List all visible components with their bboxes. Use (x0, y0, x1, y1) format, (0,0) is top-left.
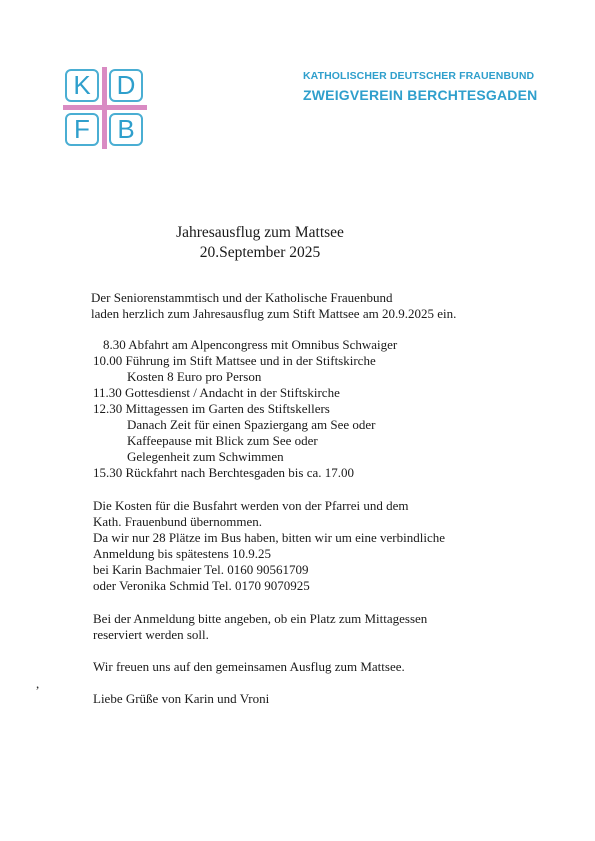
logo-cross-vertical (102, 67, 107, 149)
schedule-item: 15.30 Rückfahrt nach Berchtesgaden bis ca. 17.00 (93, 465, 355, 480)
schedule-detail: Kosten 8 Euro pro Person (127, 369, 262, 384)
logo-letter-k: K (65, 69, 99, 102)
contact-line: oder Veronika Schmid Tel. 0170 9070925 (93, 578, 310, 593)
branch-name: ZWEIGVEREIN BERCHTESGADEN (303, 87, 538, 103)
schedule-detail: Gelegenheit zum Schwimmen (127, 449, 284, 464)
costs-line: Da wir nur 28 Plätze im Bus haben, bitten wir um eine verbindliche (93, 530, 445, 545)
logo-letter-f: F (65, 113, 99, 146)
stray-mark: , (36, 676, 40, 691)
logo-letter-b: B (109, 113, 143, 146)
costs-line: Kath. Frauenbund übernommen. (93, 514, 262, 529)
title-line: Jahresausflug zum Mattsee (176, 224, 344, 241)
organization-header (303, 70, 537, 103)
intro-line: laden herzlich zum Jahresausflug zum Stift Mattsee am 20.9.2025 ein. (91, 306, 457, 321)
kdfb-logo (63, 67, 147, 149)
logo-letter-d: D (109, 69, 143, 102)
contact-line: bei Karin Bachmaier Tel. 0160 90561709 (93, 562, 309, 577)
schedule-item: 11.30 Gottesdienst / Andacht in der Stiftskirche (93, 385, 340, 400)
document-title (140, 223, 380, 263)
title-date: 20.September 2025 (199, 244, 321, 261)
closing-line: Wir freuen uns auf den gemeinsamen Ausflug zum Mattsee. (93, 659, 405, 674)
organization-name: KATHOLISCHER DEUTSCHER FRAUENBUND (303, 70, 535, 82)
schedule-detail: Danach Zeit für einen Spaziergang am See oder (127, 417, 376, 432)
schedule-item: 10.00 Führung im Stift Mattsee und in der Stiftskirche (93, 353, 376, 368)
registration-line: Bei der Anmeldung bitte angeben, ob ein Platz zum Mittagessen (93, 611, 428, 626)
registration-line: reserviert werden soll. (93, 627, 209, 642)
intro-line: Der Seniorenstammtisch und der Katholische Frauenbund (91, 290, 393, 305)
costs-line: Die Kosten für die Busfahrt werden von der Pfarrei und dem (93, 498, 409, 513)
signoff-line: Liebe Grüße von Karin und Vroni (93, 691, 270, 706)
costs-line: Anmeldung bis spätestens 10.9.25 (93, 546, 272, 561)
schedule-detail: Kaffeepause mit Blick zum See oder (127, 433, 318, 448)
schedule-item: 8.30 Abfahrt am Alpencongress mit Omnibus Schwaiger (103, 337, 398, 352)
schedule-item: 12.30 Mittagessen im Garten des Stiftskellers (93, 401, 330, 416)
